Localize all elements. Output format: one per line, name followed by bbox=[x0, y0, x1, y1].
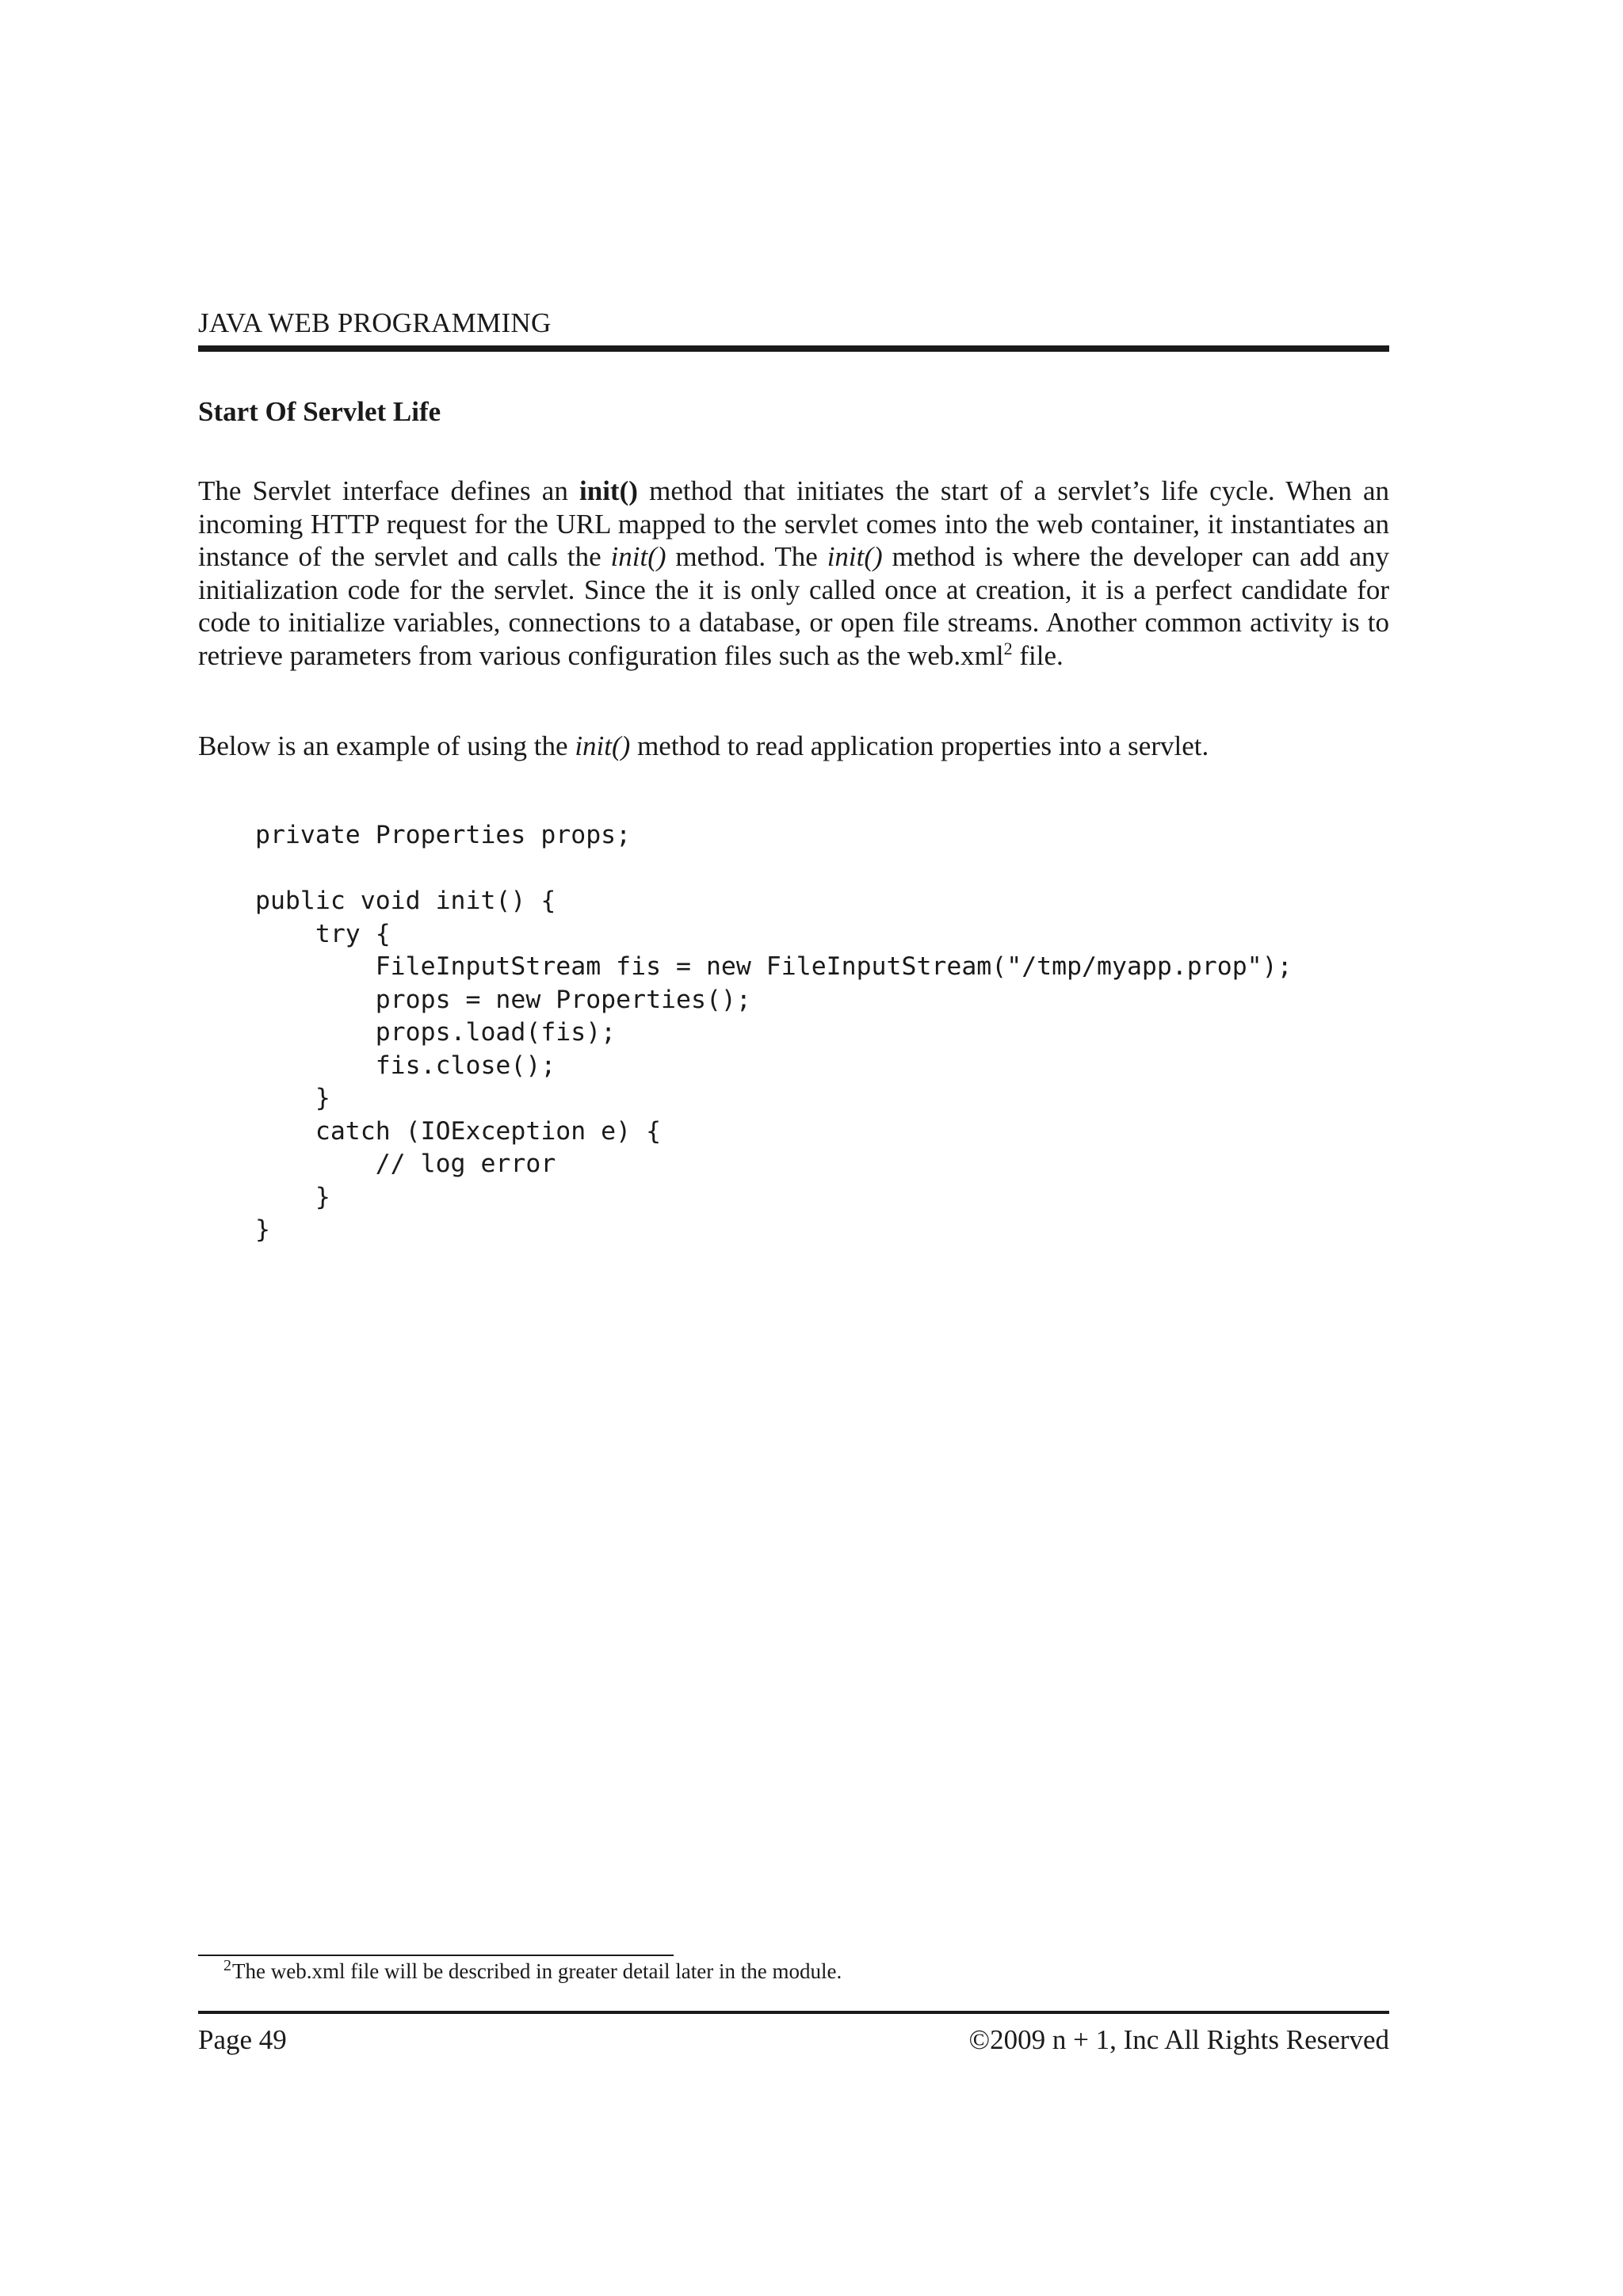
code-line: // log error bbox=[255, 1150, 556, 1178]
footnote-text: The web.xml file will be described in greater detail later in the module. bbox=[232, 1959, 842, 1983]
section-title: Start Of Servlet Life bbox=[198, 396, 441, 427]
italic-method-name: init() bbox=[575, 730, 631, 761]
text-run: The Servlet interface defines an bbox=[198, 475, 580, 506]
code-line: private Properties props; bbox=[255, 821, 632, 849]
header-rule bbox=[198, 345, 1389, 352]
code-line: try { bbox=[255, 919, 391, 948]
code-line: public void init() { bbox=[255, 887, 556, 915]
footnote bbox=[223, 1959, 842, 1984]
text-run: method that initiates the start of a servlet’s life cycle. When an incoming HTTP request for the URL mapped to the servlet comes into the web container, it instantiates an instance of the servlet and calls the bbox=[198, 475, 1389, 572]
code-line: } bbox=[255, 1084, 330, 1112]
footer-rule bbox=[198, 2011, 1389, 2014]
code-line: props = new Properties(); bbox=[255, 985, 751, 1014]
copyright-notice: ©2009 n + 1, Inc All Rights Reserved bbox=[968, 2024, 1389, 2055]
text-run: method. The bbox=[666, 541, 827, 572]
running-header: JAVA WEB PROGRAMMING bbox=[198, 307, 552, 338]
footnote-mark: 2 bbox=[223, 1957, 231, 1974]
bold-method-name: init() bbox=[579, 475, 638, 506]
footnote-rule bbox=[198, 1955, 674, 1956]
code-line: } bbox=[255, 1215, 270, 1244]
page-number: Page 49 bbox=[198, 2024, 287, 2055]
document-page bbox=[198, 0, 1389, 2296]
text-run: file. bbox=[1012, 639, 1064, 671]
italic-method-name: init() bbox=[827, 541, 883, 572]
code-block bbox=[255, 819, 1293, 1247]
text-run: method to read application properties into a servlet. bbox=[630, 730, 1209, 761]
code-line: } bbox=[255, 1182, 330, 1211]
code-line: catch (IOException e) { bbox=[255, 1116, 662, 1146]
italic-method-name: init() bbox=[610, 541, 666, 572]
paragraph-intro bbox=[198, 475, 1389, 672]
code-line: fis.close(); bbox=[255, 1051, 556, 1080]
paragraph-example-intro bbox=[198, 730, 1389, 763]
code-line: FileInputStream fis = new FileInputStream("/tmp/myapp.prop"); bbox=[255, 952, 1293, 981]
text-run: method is where the developer can add any initialization code for the servlet. Since the it is only called once at creation, it is a perfect candidate for code to initialize variables, connections to a database, or open file streams. Another common activity is to retrieve parameters from various configuration files such as the web.xml bbox=[198, 541, 1390, 671]
footnote-reference[interactable]: 2 bbox=[1003, 638, 1013, 658]
text-run: Below is an example of using the bbox=[198, 730, 575, 761]
code-line: props.load(fis); bbox=[255, 1018, 617, 1047]
